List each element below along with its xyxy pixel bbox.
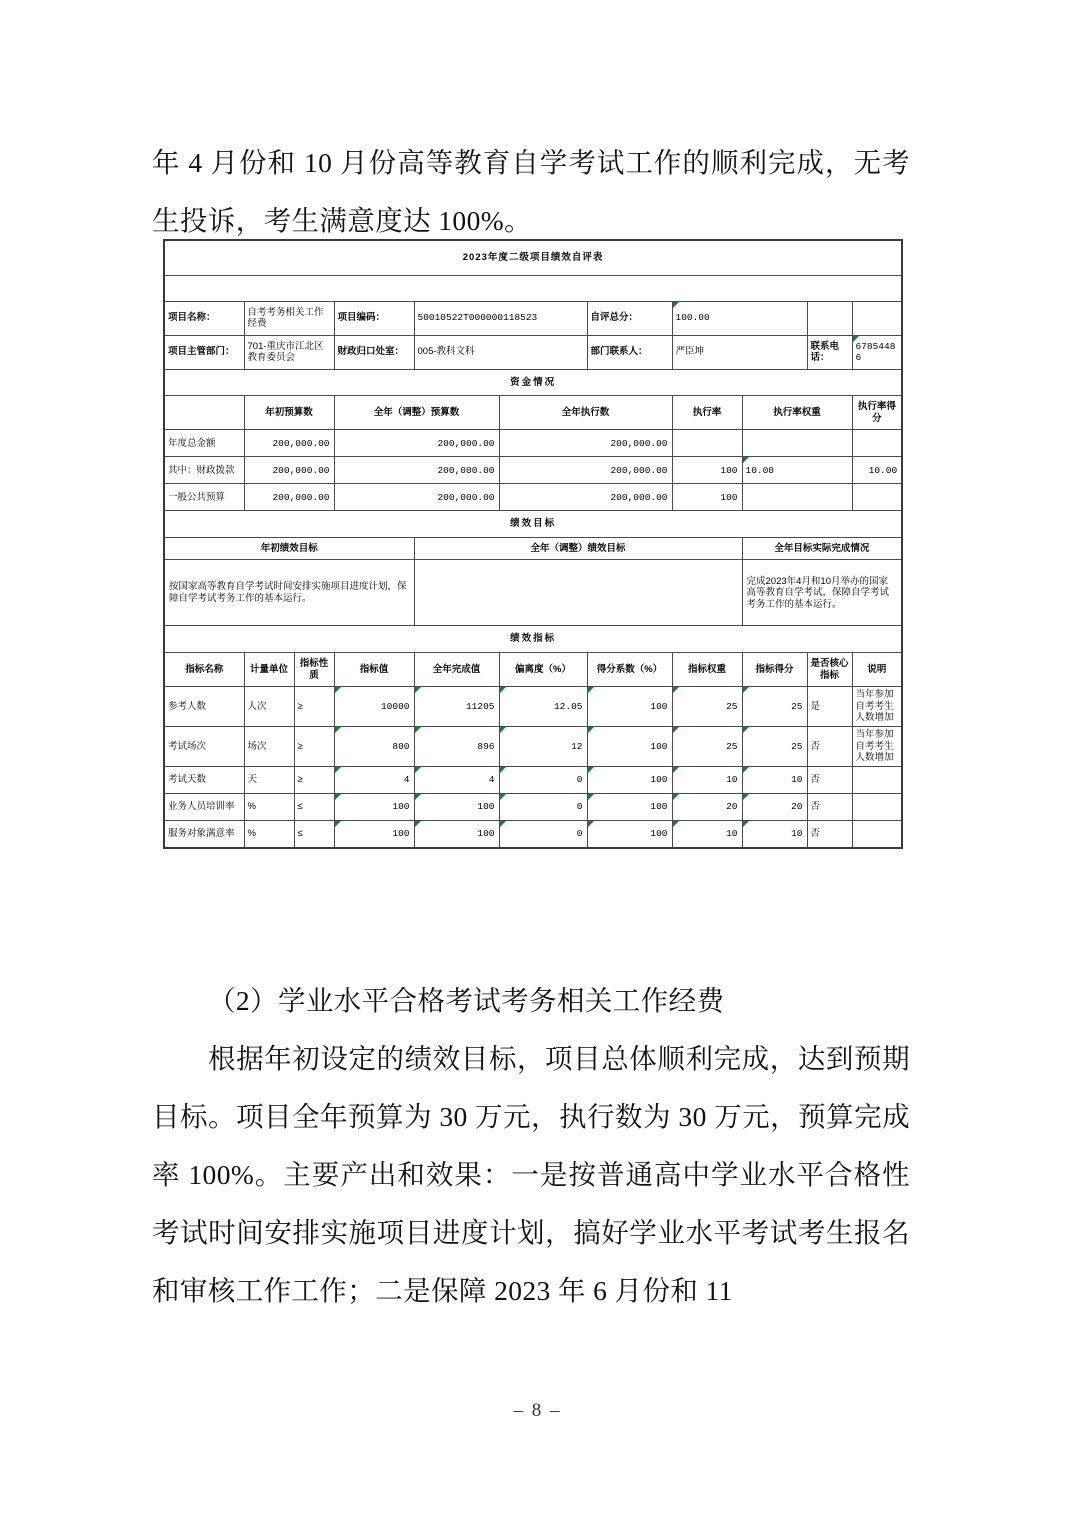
funding-band-label: 资金情况 xyxy=(164,369,902,396)
indicators-header-is-core: 是否核心指标 xyxy=(807,653,852,687)
funding-row-appropriation-rate: 100 xyxy=(672,457,742,484)
indicator-name: 考试场次 xyxy=(164,727,244,767)
funding-row-public-budget-rate: 100 xyxy=(672,484,742,511)
funding-row-total-rate xyxy=(672,430,742,457)
indicator-coefficient: 100 xyxy=(587,767,672,794)
funding-header-adjusted: 全年（调整）预算数 xyxy=(334,396,499,430)
indicators-header-actual: 全年完成值 xyxy=(414,653,499,687)
project-code-value: 50010522T000000118523 xyxy=(414,301,587,335)
funding-row-appropriation-weight: 10.00 xyxy=(742,457,852,484)
indicator-name: 业务人员培训率 xyxy=(164,794,244,821)
info-row-project xyxy=(164,301,902,335)
table-row xyxy=(164,794,902,821)
indicator-name: 参考人数 xyxy=(164,687,244,727)
phone-label: 联系电话： xyxy=(807,335,852,369)
indicator-is-core: 是 xyxy=(807,687,852,727)
funding-row-public-budget-weight xyxy=(742,484,852,511)
table-row xyxy=(164,821,902,848)
indicator-deviation: 12.05 xyxy=(499,687,587,727)
goals-header-actual: 全年目标实际完成情况 xyxy=(742,537,902,560)
indicators-header-unit: 计量单位 xyxy=(244,653,294,687)
indicator-coefficient: 100 xyxy=(587,727,672,767)
indicator-note xyxy=(852,767,902,794)
indicator-is-core: 否 xyxy=(807,767,852,794)
indicator-nature: ≥ xyxy=(294,687,334,727)
sheet-table xyxy=(163,239,903,849)
funding-row-appropriation-adjusted: 200,000.00 xyxy=(334,457,499,484)
indicators-header-weight: 指标权重 xyxy=(672,653,742,687)
funding-header-blank xyxy=(164,396,244,430)
funding-row-appropriation-initial: 200,000.00 xyxy=(244,457,334,484)
indicator-weight: 25 xyxy=(672,727,742,767)
indicator-unit: 场次 xyxy=(244,727,294,767)
indicators-header-row xyxy=(164,653,902,687)
goals-band-row xyxy=(164,511,902,538)
indicator-deviation: 12 xyxy=(499,727,587,767)
indicator-is-core: 否 xyxy=(807,794,852,821)
funding-row-appropriation xyxy=(164,457,902,484)
indicators-band-row xyxy=(164,626,902,653)
indicator-coefficient: 100 xyxy=(587,687,672,727)
goals-header-adjusted: 全年（调整）绩效目标 xyxy=(414,537,742,560)
indicator-actual: 896 xyxy=(414,727,499,767)
indicators-header-name: 指标名称 xyxy=(164,653,244,687)
table-row xyxy=(164,687,902,727)
funding-row-appropriation-executed: 200,000.00 xyxy=(499,457,672,484)
indicator-actual: 100 xyxy=(414,821,499,848)
indicator-deviation: 0 xyxy=(499,767,587,794)
goals-adjusted-text xyxy=(414,560,742,626)
indicators-header-coefficient: 得分系数（%） xyxy=(587,653,672,687)
indicators-header-deviation: 偏离度（%） xyxy=(499,653,587,687)
funding-row-total-executed: 200,000.00 xyxy=(499,430,672,457)
indicator-score: 10 xyxy=(742,821,807,848)
funding-row-public-budget-adjusted: 200,000.00 xyxy=(334,484,499,511)
indicator-score: 25 xyxy=(742,727,807,767)
project-name-value: 自考考务相关工作经费 xyxy=(244,301,334,335)
funding-row-public-budget xyxy=(164,484,902,511)
funding-row-public-budget-label: 一般公共预算 xyxy=(164,484,244,511)
funding-header-initial: 年初预算数 xyxy=(244,396,334,430)
finance-office-value: 005-教科文科 xyxy=(414,335,587,369)
indicator-unit: % xyxy=(244,794,294,821)
indicator-weight: 10 xyxy=(672,821,742,848)
goals-actual-text: 完成2023年4月和10月举办的国家高等教育自学考试，保障自学考试考务工作的基本运行。 xyxy=(742,560,902,626)
indicator-is-core: 否 xyxy=(807,727,852,767)
indicator-target: 10000 xyxy=(334,687,414,727)
funding-row-total-adjusted: 200,000.00 xyxy=(334,430,499,457)
info-row-department xyxy=(164,335,902,369)
funding-row-public-budget-score xyxy=(852,484,902,511)
indicators-header-score: 指标得分 xyxy=(742,653,807,687)
section-heading-2-text: （2）学业水平合格考试考务相关工作经费 xyxy=(208,985,725,1016)
indicator-note xyxy=(852,821,902,848)
indicator-weight: 25 xyxy=(672,687,742,727)
table-row xyxy=(164,767,902,794)
funding-band-row xyxy=(164,369,902,396)
funding-row-public-budget-executed: 200,000.00 xyxy=(499,484,672,511)
dept-value: 701-重庆市江北区教育委员会 xyxy=(244,335,334,369)
funding-row-total-initial: 200,000.00 xyxy=(244,430,334,457)
indicators-header-nature: 指标性质 xyxy=(294,653,334,687)
indicator-nature: ≤ xyxy=(294,794,334,821)
funding-row-appropriation-score: 10.00 xyxy=(852,457,902,484)
indicator-deviation: 0 xyxy=(499,821,587,848)
info-row-project-blank-2 xyxy=(852,301,902,335)
contact-label: 部门联系人： xyxy=(587,335,672,369)
indicator-note: 当年参加自考考生人数增加 xyxy=(852,687,902,727)
goals-band-label: 绩效目标 xyxy=(164,511,902,538)
performance-self-assessment-table xyxy=(163,239,901,849)
self-score-label: 自评总分： xyxy=(587,301,672,335)
indicator-note xyxy=(852,794,902,821)
indicators-header-target: 指标值 xyxy=(334,653,414,687)
phone-value: 67854486 xyxy=(852,335,902,369)
funding-row-total-score xyxy=(852,430,902,457)
project-code-label: 项目编码： xyxy=(334,301,414,335)
project-name-label: 项目名称： xyxy=(164,301,244,335)
funding-row-public-budget-initial: 200,000.00 xyxy=(244,484,334,511)
funding-header-exec-rate: 执行率 xyxy=(672,396,742,430)
indicator-unit: 人次 xyxy=(244,687,294,727)
finance-office-label: 财政归口处室： xyxy=(334,335,414,369)
page-footer xyxy=(0,1400,1075,1422)
funding-row-total-label: 年度总金额 xyxy=(164,430,244,457)
info-row-project-blank-1 xyxy=(807,301,852,335)
indicator-actual: 11205 xyxy=(414,687,499,727)
indicator-actual: 4 xyxy=(414,767,499,794)
paragraph-body-text: 根据年初设定的绩效目标，项目总体顺利完成，达到预期目标。项目全年预算为 30 万元，执行数为 30 万元，预算完成率 100%。主要产出和效果：一是按普通高中学业水平合格性考试时间安排实施项目进度计划，搞好学业水平考试考生报名和审核工作工作；二是保障 2023 年 6 月份和 11 xyxy=(152,1043,910,1306)
sheet-title-row xyxy=(164,240,902,275)
indicator-coefficient: 100 xyxy=(587,821,672,848)
indicator-weight: 20 xyxy=(672,794,742,821)
funding-header-row xyxy=(164,396,902,430)
indicator-coefficient: 100 xyxy=(587,794,672,821)
sheet-title: 2023年度二级项目绩效自评表 xyxy=(164,240,902,275)
indicator-target: 100 xyxy=(334,821,414,848)
indicator-score: 25 xyxy=(742,687,807,727)
funding-header-exec-score: 执行率得分 xyxy=(852,396,902,430)
goals-header-row xyxy=(164,537,902,560)
indicator-weight: 10 xyxy=(672,767,742,794)
indicator-target: 800 xyxy=(334,727,414,767)
indicator-actual: 100 xyxy=(414,794,499,821)
indicator-name: 服务对象满意率 xyxy=(164,821,244,848)
section-heading-2 xyxy=(152,972,910,1030)
dept-label: 项目主管部门： xyxy=(164,335,244,369)
indicator-name: 考试天数 xyxy=(164,767,244,794)
paragraph-top-text: 年 4 月份和 10 月份高等教育自学考试工作的顺利完成，无考生投诉，考生满意度达 100%。 xyxy=(152,147,910,236)
goals-content-row xyxy=(164,560,902,626)
funding-row-total-weight xyxy=(742,430,852,457)
sheet-spacer-row xyxy=(164,275,902,301)
indicator-unit: % xyxy=(244,821,294,848)
indicators-band-label: 绩效指标 xyxy=(164,626,902,653)
sheet-spacer-cell xyxy=(164,275,902,301)
paragraph-body xyxy=(152,1030,910,1320)
table-row xyxy=(164,727,902,767)
indicator-score: 10 xyxy=(742,767,807,794)
funding-row-appropriation-label: 其中：财政拨款 xyxy=(164,457,244,484)
indicator-note: 当年参加自考考生人数增加 xyxy=(852,727,902,767)
indicator-is-core: 否 xyxy=(807,821,852,848)
indicator-nature: ≥ xyxy=(294,727,334,767)
indicator-nature: ≥ xyxy=(294,767,334,794)
funding-row-total xyxy=(164,430,902,457)
funding-header-exec-weight: 执行率权重 xyxy=(742,396,852,430)
indicator-unit: 天 xyxy=(244,767,294,794)
indicators-header-note: 说明 xyxy=(852,653,902,687)
indicator-score: 20 xyxy=(742,794,807,821)
funding-header-executed: 全年执行数 xyxy=(499,396,672,430)
indicator-nature: ≤ xyxy=(294,821,334,848)
paragraph-top xyxy=(152,134,910,250)
goals-initial-text: 按国家高等教育自学考试时间安排实施项目进度计划，保障自学考试考务工作的基本运行。 xyxy=(164,560,414,626)
goals-header-initial: 年初绩效目标 xyxy=(164,537,414,560)
indicator-target: 100 xyxy=(334,794,414,821)
page-number: – 8 – xyxy=(513,1400,562,1421)
indicator-target: 4 xyxy=(334,767,414,794)
self-score-value: 100.00 xyxy=(672,301,807,335)
indicator-deviation: 0 xyxy=(499,794,587,821)
contact-value: 严臣坤 xyxy=(672,335,807,369)
